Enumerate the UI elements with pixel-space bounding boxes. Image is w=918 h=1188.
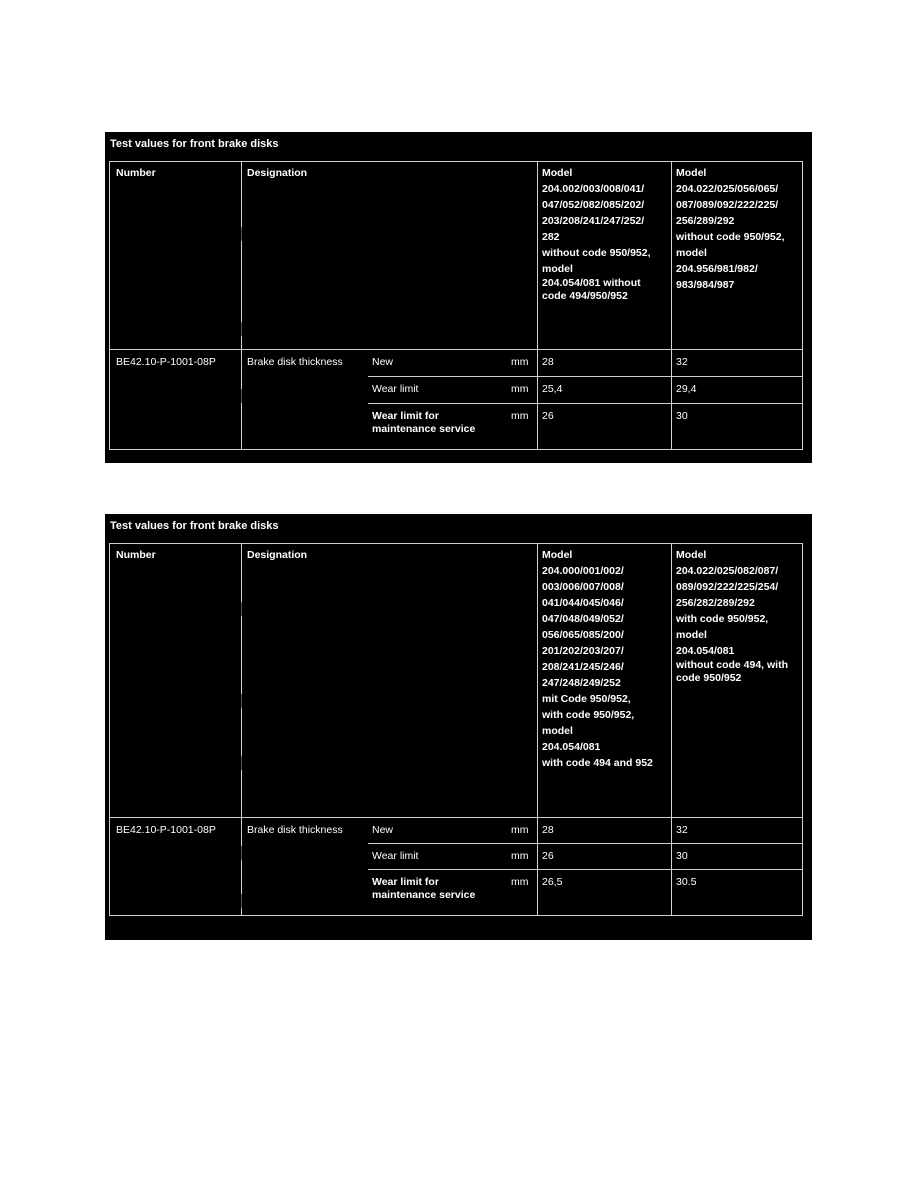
row-value-a: 28 — [542, 356, 554, 368]
cell-designation: Brake disk thickness — [247, 356, 343, 368]
brake-disk-table-1 — [105, 132, 812, 463]
header-number: Number — [116, 549, 156, 561]
row-value-b: 30 — [676, 410, 688, 422]
header-number: Number — [116, 167, 156, 179]
row-unit: mm — [511, 876, 529, 888]
row-label-wear-limit-maintenance: Wear limit for maintenance service — [372, 410, 476, 435]
row-value-a: 26,5 — [542, 876, 563, 888]
row-value-b: 30 — [676, 850, 688, 862]
row-value-a: 28 — [542, 824, 554, 836]
cell-number: BE42.10-P-1001-08P — [116, 356, 216, 368]
header-model-b: Model 204.022/025/082/087/ 089/092/222/225/254/ 256/282/289/292 with code 950/952, model 204.054/081 without code 494, with code 950/952 — [676, 549, 789, 684]
row-label-new: New — [372, 356, 394, 368]
row-value-b: 30.5 — [676, 876, 697, 888]
row-value-a: 25,4 — [542, 383, 563, 395]
row-unit: mm — [511, 383, 529, 395]
row-unit: mm — [511, 356, 529, 368]
brake-disk-table-2 — [105, 514, 812, 940]
header-model-a: Model 204.002/003/008/041/ 047/052/082/085/202/ 203/208/241/247/252/ 282 without code 950/952, model 204.054/081 without code 494/950/952 — [542, 167, 651, 302]
row-unit: mm — [511, 824, 529, 836]
header-designation: Designation — [247, 549, 308, 561]
row-value-a: 26 — [542, 850, 554, 862]
header-model-a: Model 204.000/001/002/ 003/006/007/008/ 041/044/045/046/ 047/048/049/052/ 056/065/085/200/ 201/202/203/207/ 208/241/245/246/ 247/248/249/252 mit Code 950/952, with code 950/952, model 204.054/081 with code 494 and 952 — [542, 549, 653, 769]
values-table — [109, 161, 803, 450]
row-unit: mm — [511, 850, 529, 862]
header-designation: Designation — [247, 167, 308, 179]
row-label-wear-limit: Wear limit — [372, 850, 419, 862]
values-table — [109, 543, 803, 916]
row-label-new: New — [372, 824, 394, 836]
cell-designation: Brake disk thickness — [247, 824, 343, 836]
row-value-b: 32 — [676, 824, 688, 836]
row-value-b: 29,4 — [676, 383, 697, 395]
row-unit: mm — [511, 410, 529, 422]
row-value-a: 26 — [542, 410, 554, 422]
header-model-b: Model 204.022/025/056/065/ 087/089/092/222/225/ 256/289/292 without code 950/952, model 204.956/981/982/ 983/984/987 — [676, 167, 785, 291]
cell-number: BE42.10-P-1001-08P — [116, 824, 216, 836]
table-title: Test values for front brake disks — [110, 138, 279, 150]
row-label-wear-limit-maintenance: Wear limit for maintenance service — [372, 876, 476, 901]
row-label-wear-limit: Wear limit — [372, 383, 419, 395]
row-value-b: 32 — [676, 356, 688, 368]
table-title: Test values for front brake disks — [110, 520, 279, 532]
